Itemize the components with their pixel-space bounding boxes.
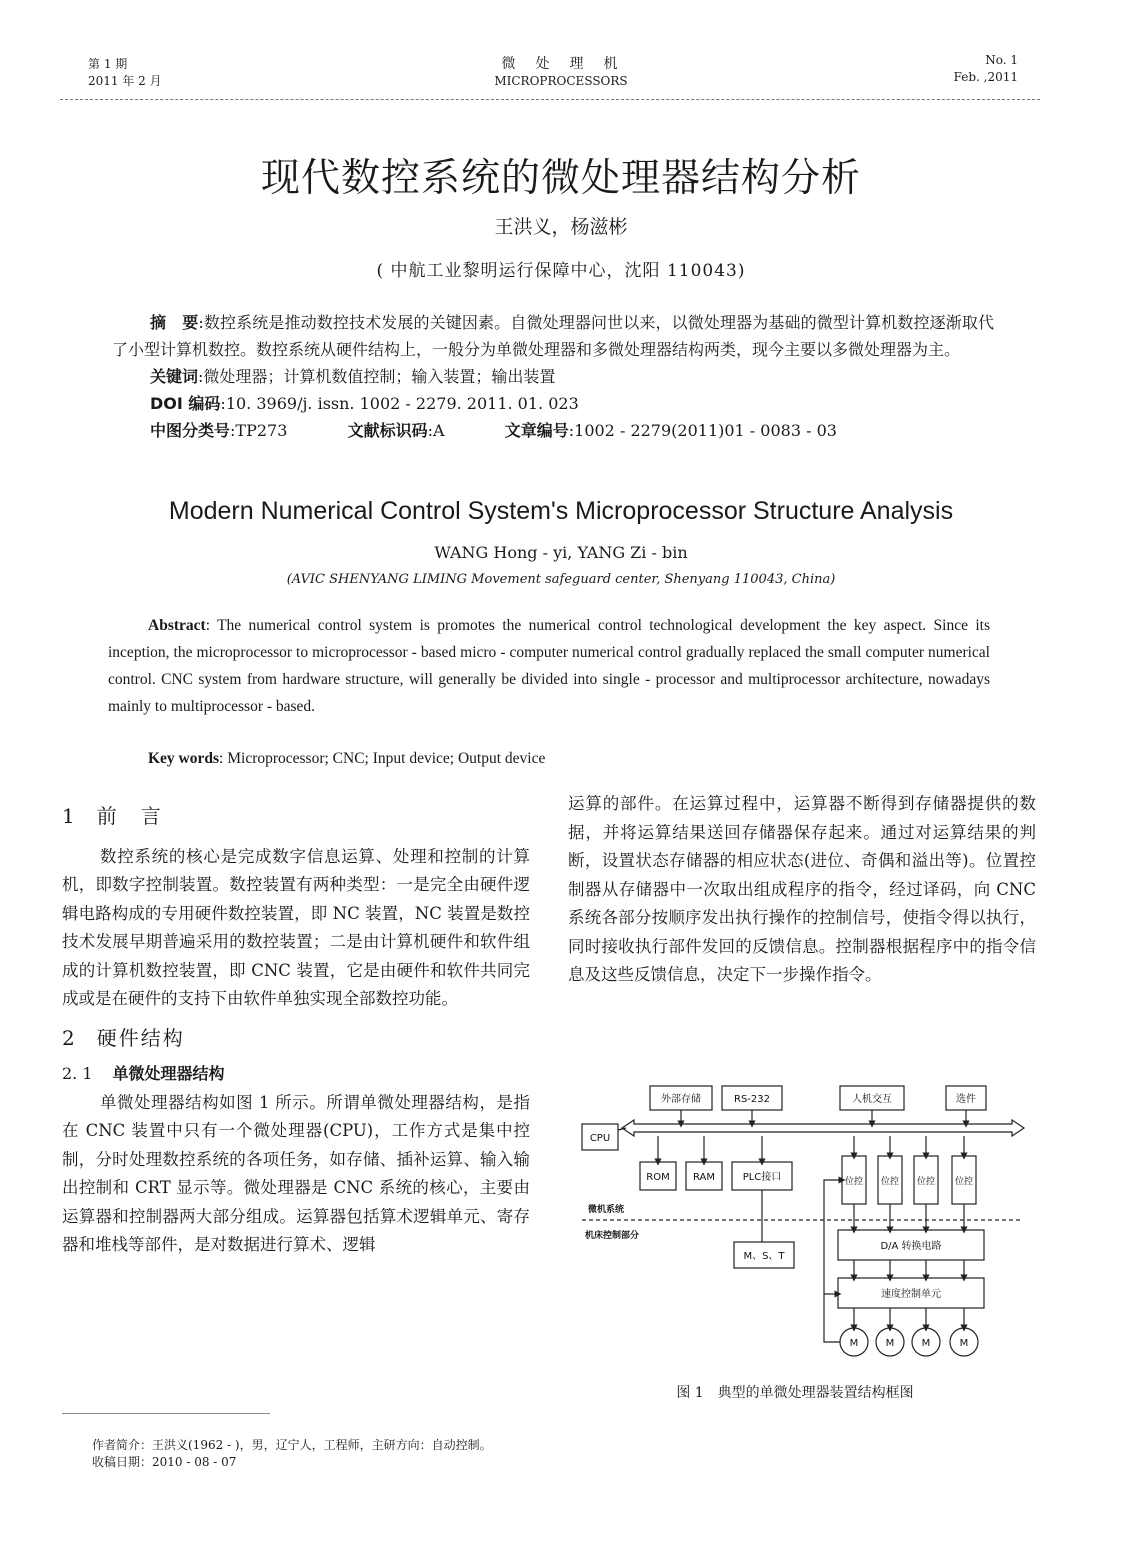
- affiliation-en: (AVIC SHENYANG LIMING Movement safeguard center, Shenyang 110043, China): [286, 572, 836, 587]
- feedback-line: [824, 1180, 842, 1342]
- section-2-1-title: 单微处理器结构: [112, 1064, 225, 1083]
- section-2-1-paragraph: 单微处理器结构如图 1 所示。所谓单微处理器结构，是指在 CNC 装置中只有一个微处理器(CPU)，工作方式是集中控制，分时处理数控系统的各项任务，如存储、插补运算、输入输出控制和 CRT 显示等。微处理器是 CNC 系统的核心，主要由运算器和控制器两大部分组成。运算器包括算术逻辑单元、寄存器和堆栈等部件，是对数据进行算术、逻辑: [62, 1092, 530, 1254]
- doc-code-value: :A: [427, 421, 445, 440]
- cpu-label: CPU: [589, 1133, 611, 1144]
- issue-number-cn: 第 1 期: [88, 57, 128, 71]
- pos-label-3: 位控: [916, 1177, 936, 1187]
- abstract-label-en: Abstract: [148, 617, 206, 634]
- journal-name-cn: 微 处 理 机: [501, 56, 621, 72]
- pos-label-2: 位控: [880, 1177, 900, 1187]
- authors-cn: 王洪义，杨滋彬: [494, 216, 628, 238]
- pos-label-4: 位控: [954, 1177, 974, 1187]
- doi-label: DOI 编码: [150, 394, 221, 413]
- footnote: [92, 1437, 492, 1471]
- speed-ctrl-label: 速度控制单元: [881, 1289, 941, 1300]
- doc-code-label: 文献标识码: [347, 421, 428, 440]
- affiliation-cn: ( 中航工业黎明运行保障中心，沈阳 110043): [376, 261, 746, 281]
- section-1-title: 前 言: [96, 804, 163, 828]
- keywords-cn: [112, 363, 994, 390]
- right-column-paragraph: 运算的部件。在运算过程中，运算器不断得到存储器提供的数据，并将运算结果送回存储器保存起来。通过对运算结果的判断，设置状态存储器的相应状态(进位、奇偶和溢出等)。位置控制器从存储器中一次取出组成程序的指令，经过译码，向 CNC 系统各部分按顺序发出执行操作的控制信号，使指令得以执行，同时接收执行部件发回的反馈信息。控制器根据程序中的指令信息及这些反馈信息，决定下一步操作指令。: [568, 794, 1036, 984]
- abstract-text-en: : The numerical control system is promotes the numerical control technological development the key aspect. Since its inception, the microprocessor to microprocessor - based micro - computer numerical control gradually replaced the small computer numerical control. CNC system from hardware structure, will generally be divided into single - processor and multiprocessor architecture, nowadays mainly to multiprocessor - based.: [108, 617, 990, 715]
- machine-ctrl-label: 机床控制部分: [584, 1231, 640, 1241]
- issue-date-en: Feb. ,2011: [953, 70, 1018, 84]
- doi-value: :10. 3969/j. issn. 1002 - 2279. 2011. 01. 023: [220, 394, 579, 413]
- paper-title-en: Modern Numerical Control System's Microprocessor Structure Analysis: [168, 497, 954, 525]
- abstract-text-cn: :数控系统是推动数控技术发展的关键因素。自微处理器问世以来，以微处理器为基础的微型计算机数控逐渐取代了小型计算机数控。数控系统从硬件结构上，一般分为单微处理器和多微处理器结构两类，现今主要以多微处理器为主。: [112, 313, 994, 359]
- abstract-en: [108, 612, 990, 720]
- section-1-paragraph: 数控系统的核心是完成数字信息运算、处理和控制的计算机，即数字控制装置。数控装置有两种类型：一是完全由硬件逻辑电路构成的专用硬件数控装置，即 NC 装置，NC 装置是数控技术发展早期普遍采用的数控装置；二是由计算机硬件和软件组成的计算机数控装置，即 CNC 装置，它是由硬件和软件共同完成或是在硬件的支持下由软件单独实现全部数控功能。: [62, 846, 530, 1008]
- issue-date-cn: 2011 年 2 月: [88, 74, 162, 88]
- da-label: D/A 转换电路: [880, 1241, 942, 1252]
- option-label: 选件: [956, 1094, 976, 1105]
- footnote-rule: [62, 1413, 270, 1414]
- pos-label-1: 位控: [844, 1177, 864, 1187]
- plc-label: PLC接口: [742, 1172, 782, 1183]
- micro-system-label: 微机系统: [587, 1205, 625, 1215]
- abstract-label-cn: 摘 要: [150, 313, 199, 332]
- paper-title-cn: 现代数控系统的微处理器结构分析: [260, 156, 861, 201]
- authors-en: WANG Hong - yi, YANG Zi - bin: [434, 543, 688, 562]
- section-1-heading: [62, 802, 530, 831]
- header-rule: [60, 99, 1040, 100]
- left-column: [62, 802, 530, 1260]
- doi-line: [112, 390, 994, 417]
- article-id-value: :1002 - 2279(2011)01 - 0083 - 03: [568, 421, 837, 440]
- abstract-cn: [112, 309, 994, 363]
- figure-1-diagram: [572, 1080, 1032, 1370]
- keywords-en: [148, 750, 545, 768]
- keywords-label-en: Key words: [148, 750, 220, 767]
- clc-value: :TP273: [230, 421, 288, 440]
- section-2-heading: [62, 1024, 530, 1053]
- hmi-label: 人机交互: [852, 1094, 892, 1105]
- received-date: 收稿日期：2010 - 08 - 07: [92, 1455, 237, 1469]
- clc-label: 中图分类号: [150, 421, 231, 440]
- issue-info-en: [954, 52, 1018, 86]
- motor-label-3: M: [921, 1338, 931, 1349]
- figure-1-caption: [572, 1382, 1032, 1402]
- section-2-number: 2: [62, 1025, 77, 1050]
- keywords-label-cn: 关键词: [150, 367, 199, 386]
- figure-1-number: 图 1: [676, 1385, 704, 1401]
- classification-line: [112, 417, 994, 444]
- ext-storage-label: 外部存储: [661, 1094, 701, 1105]
- section-2-1-heading: [62, 1060, 530, 1089]
- ram-label: RAM: [692, 1172, 716, 1183]
- journal-name-en: MICROPROCESSORS: [494, 74, 628, 88]
- section-2-1-number: 2. 1: [62, 1064, 93, 1083]
- motor-label-4: M: [959, 1338, 969, 1349]
- article-id-label: 文章编号: [504, 421, 569, 440]
- rom-label: ROM: [646, 1172, 670, 1183]
- keywords-text-en: : Microprocessor; CNC; Input device; Output device: [219, 750, 546, 767]
- figure-1-caption-text: 典型的单微处理器装置结构框图: [717, 1385, 914, 1401]
- section-2-title: 硬件结构: [96, 1025, 185, 1050]
- keywords-text-cn: :微处理器；计算机数值控制；输入装置；输出装置: [198, 367, 556, 386]
- author-intro: 作者简介：王洪义(1962 - )，男，辽宁人，工程师，主研方向：自动控制。: [92, 1438, 492, 1452]
- abstract-block-cn: [112, 309, 994, 444]
- mst-label: M、S、T: [743, 1251, 785, 1262]
- motor-label-2: M: [885, 1338, 895, 1349]
- motor-label-1: M: [849, 1338, 859, 1349]
- issue-number-en: No. 1: [985, 53, 1018, 67]
- rs232-label: RS-232: [734, 1094, 770, 1105]
- section-1-number: 1: [62, 804, 77, 828]
- system-bus: [622, 1120, 1024, 1136]
- right-column: [568, 790, 1036, 990]
